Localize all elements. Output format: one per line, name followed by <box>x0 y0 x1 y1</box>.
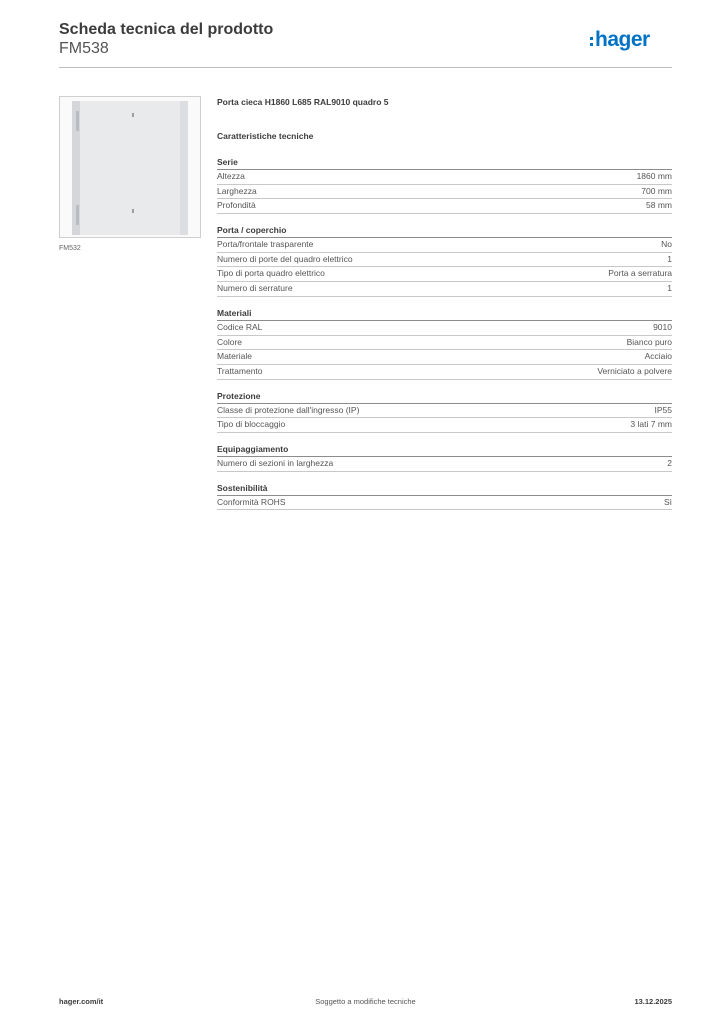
spec-label: Altezza <box>217 171 245 181</box>
spec-row <box>217 170 672 185</box>
spec-value: 3 lati 7 mm <box>630 419 672 430</box>
spec-group-title: Materiali <box>217 307 672 321</box>
spec-group-title: Equipaggiamento <box>217 443 672 457</box>
spec-value: 700 mm <box>641 185 672 196</box>
spec-label: Classe di protezione dall'ingresso (IP) <box>217 404 360 415</box>
spec-row <box>217 185 672 200</box>
spec-value: 2 <box>667 457 672 468</box>
spec-value: 1860 mm <box>636 171 672 181</box>
spec-row <box>217 253 672 268</box>
spec-group-title: Sostenibilità <box>217 482 672 496</box>
spec-row <box>217 267 672 282</box>
spec-row <box>217 336 672 351</box>
spec-value: Sì <box>663 496 672 507</box>
spec-group <box>217 482 672 511</box>
spec-row <box>217 404 672 419</box>
spec-row <box>217 282 672 297</box>
spec-group <box>217 390 672 433</box>
spec-label: Profondità <box>217 200 256 211</box>
spec-label: Numero di porte del quadro elettrico <box>217 253 353 264</box>
spec-value: Bianco puro <box>626 336 672 347</box>
spec-label: Tipo di bloccaggio <box>217 419 286 430</box>
spec-value: IP55 <box>654 404 672 415</box>
spec-value: Acciaio <box>644 351 672 362</box>
spec-section-title: Caratteristiche tecniche <box>217 131 314 141</box>
spec-group <box>217 156 672 214</box>
spec-value: 1 <box>667 253 672 264</box>
spec-value: Verniciato a polvere <box>597 365 672 376</box>
spec-row <box>217 350 672 365</box>
hager-logo <box>590 26 672 54</box>
footer-date: 13.12.2025 <box>634 997 672 1006</box>
spec-label: Codice RAL <box>217 321 263 332</box>
spec-value: 58 mm <box>646 200 672 211</box>
spec-label: Colore <box>217 336 243 347</box>
image-caption: FM532 <box>59 245 81 252</box>
spec-group <box>217 443 672 472</box>
spec-label: Numero di serrature <box>217 283 293 294</box>
door-panel-illustration <box>60 97 200 237</box>
spec-row <box>217 496 672 511</box>
footer-note: Soggetto a modifiche tecniche <box>315 997 416 1006</box>
spec-row <box>217 457 672 472</box>
spec-value: Porta a serratura <box>608 268 672 279</box>
spec-value: 9010 <box>653 321 672 332</box>
product-name: Porta cieca H1860 L685 RAL9010 quadro 5 <box>217 97 389 107</box>
product-code: FM538 <box>59 40 109 57</box>
spec-value: 1 <box>667 283 672 294</box>
spec-label: Conformità ROHS <box>217 496 286 507</box>
spec-row <box>217 418 672 433</box>
spec-group-title: Protezione <box>217 390 672 404</box>
spec-groups <box>217 156 672 510</box>
svg-text:hager: hager <box>595 28 650 51</box>
footer-website[interactable]: hager.com/it <box>59 997 104 1006</box>
spec-row <box>217 365 672 380</box>
spec-group-title: Porta / coperchio <box>217 224 672 238</box>
spec-label: Numero di sezioni in larghezza <box>217 457 334 468</box>
spec-row <box>217 199 672 214</box>
page-title: Scheda tecnica del prodotto <box>59 21 274 38</box>
header-divider <box>59 67 672 68</box>
spec-group <box>217 307 672 380</box>
product-image <box>59 96 201 238</box>
spec-label: Larghezza <box>217 185 257 196</box>
spec-sheet <box>217 96 672 510</box>
spec-group <box>217 224 672 297</box>
spec-row <box>217 238 672 253</box>
spec-group-title: Serie <box>217 156 672 170</box>
spec-row <box>217 321 672 336</box>
document-header <box>59 20 672 58</box>
spec-label: Trattamento <box>217 365 263 376</box>
spec-label: Tipo di porta quadro elettrico <box>217 268 325 279</box>
spec-value: No <box>661 239 672 250</box>
spec-label: Materiale <box>217 351 252 362</box>
spec-label: Porta/frontale trasparente <box>217 239 314 250</box>
